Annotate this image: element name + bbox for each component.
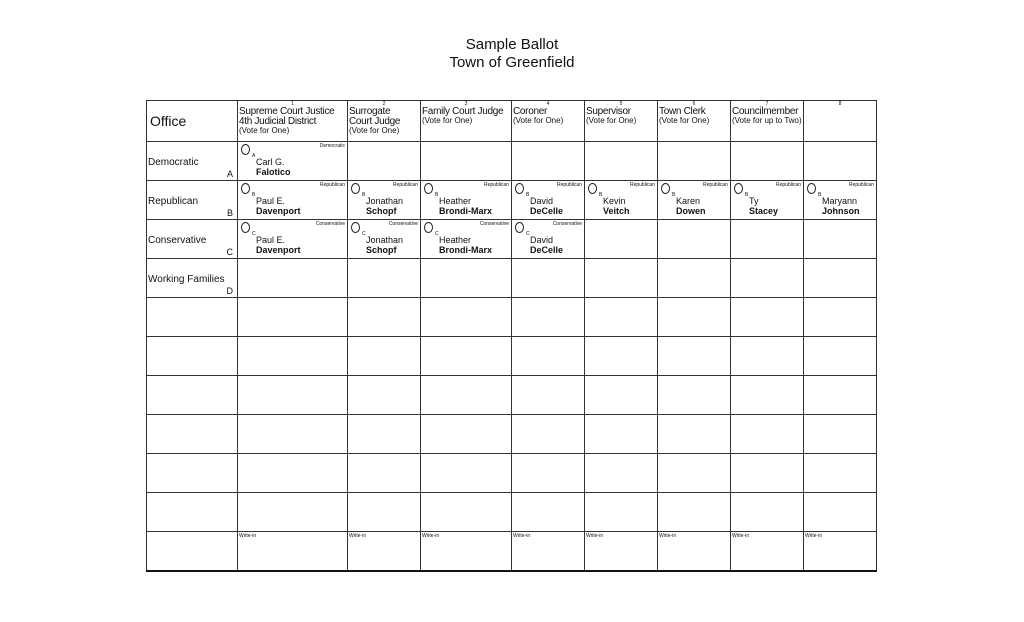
office-header-cell bbox=[147, 101, 238, 142]
candidate-name bbox=[822, 196, 860, 216]
write-in-label: Write-in bbox=[659, 533, 677, 539]
empty-cell bbox=[585, 259, 658, 298]
party-row bbox=[147, 181, 877, 220]
party-tag: Conservative bbox=[479, 221, 509, 227]
empty-cell bbox=[147, 337, 238, 376]
column-number: 3 bbox=[464, 101, 468, 107]
ballot-subtitle: Town of Greenfield bbox=[449, 54, 575, 71]
candidate-cell bbox=[238, 181, 348, 220]
empty-cell bbox=[238, 415, 348, 454]
vote-oval[interactable] bbox=[351, 183, 360, 194]
oval-letter: C bbox=[362, 231, 366, 237]
party-tag: Republican bbox=[392, 182, 418, 188]
vote-oval[interactable] bbox=[351, 222, 360, 233]
vote-oval[interactable] bbox=[588, 183, 597, 194]
office-column-header bbox=[731, 101, 804, 142]
empty-row bbox=[147, 337, 877, 376]
empty-cell bbox=[238, 298, 348, 337]
empty-row bbox=[147, 298, 877, 337]
candidate-name bbox=[366, 235, 403, 255]
office-title-line2: Court Judge bbox=[349, 116, 401, 127]
empty-cell bbox=[658, 376, 731, 415]
write-in-cell[interactable] bbox=[348, 532, 421, 571]
oval-letter: B bbox=[435, 192, 439, 198]
candidate-last-name: Davenport bbox=[256, 245, 301, 255]
candidate-cell bbox=[731, 181, 804, 220]
empty-row bbox=[147, 376, 877, 415]
vote-instruction: (Vote for One) bbox=[586, 116, 637, 125]
candidate-name bbox=[749, 196, 778, 216]
empty-cell bbox=[348, 259, 421, 298]
empty-cell bbox=[348, 415, 421, 454]
column-number: 8 bbox=[838, 101, 842, 107]
ballot-title-block bbox=[0, 36, 1024, 72]
office-column-header bbox=[658, 101, 731, 142]
vote-instruction: (Vote for One) bbox=[513, 116, 564, 125]
party-row-letter: B bbox=[226, 208, 233, 218]
candidate-last-name: Brondi-Marx bbox=[439, 245, 493, 255]
empty-cell bbox=[348, 298, 421, 337]
empty-cell bbox=[731, 142, 804, 181]
empty-cell bbox=[731, 337, 804, 376]
candidate-first-name: Maryann bbox=[822, 196, 858, 206]
vote-oval[interactable] bbox=[807, 183, 816, 194]
empty-cell bbox=[731, 298, 804, 337]
empty-cell bbox=[147, 454, 238, 493]
party-row bbox=[147, 220, 877, 259]
empty-cell bbox=[512, 337, 585, 376]
empty-cell bbox=[731, 220, 804, 259]
party-row bbox=[147, 142, 877, 181]
party-cell bbox=[147, 181, 238, 220]
empty-cell bbox=[585, 220, 658, 259]
empty-cell bbox=[658, 493, 731, 532]
vote-oval[interactable] bbox=[241, 144, 250, 155]
empty-row bbox=[147, 454, 877, 493]
empty-cell bbox=[238, 376, 348, 415]
candidate-first-name: Heather bbox=[439, 196, 472, 206]
empty-cell bbox=[238, 454, 348, 493]
party-tag: Conservative bbox=[388, 221, 418, 227]
empty-row bbox=[147, 415, 877, 454]
column-number: 1 bbox=[291, 101, 294, 107]
empty-cell bbox=[731, 454, 804, 493]
candidate-cell bbox=[238, 220, 348, 259]
column-number: 7 bbox=[765, 101, 769, 107]
oval-letter: B bbox=[599, 192, 603, 198]
candidate-last-name: Schopf bbox=[366, 206, 397, 216]
empty-cell bbox=[421, 415, 512, 454]
empty-cell bbox=[804, 220, 877, 259]
write-in-label: Write-in bbox=[422, 533, 440, 539]
party-name: Democratic bbox=[148, 157, 199, 168]
empty-cell bbox=[585, 337, 658, 376]
office-title-line2: 4th Judicial District bbox=[239, 116, 317, 127]
empty-cell bbox=[804, 415, 877, 454]
candidate-last-name: Dowen bbox=[676, 206, 706, 216]
empty-cell bbox=[421, 298, 512, 337]
empty-cell bbox=[147, 415, 238, 454]
empty-cell bbox=[585, 142, 658, 181]
vote-oval[interactable] bbox=[424, 222, 433, 233]
party-tag: Republican bbox=[775, 182, 801, 188]
empty-cell bbox=[421, 142, 512, 181]
write-in-label: Write-in bbox=[586, 533, 604, 539]
candidate-first-name: Karen bbox=[676, 196, 701, 206]
candidate-name bbox=[366, 196, 403, 216]
party-tag: Republican bbox=[483, 182, 509, 188]
empty-cell bbox=[421, 454, 512, 493]
candidate-first-name: Paul E. bbox=[256, 235, 286, 245]
candidate-cell bbox=[658, 181, 731, 220]
write-in-cell[interactable] bbox=[731, 532, 804, 571]
write-in-label: Write-in bbox=[513, 533, 531, 539]
header-row bbox=[147, 101, 877, 142]
candidate-first-name: Carl G. bbox=[256, 157, 285, 167]
candidate-cell bbox=[585, 181, 658, 220]
office-title: Surrogate bbox=[349, 106, 391, 117]
candidate-last-name: Brondi-Marx bbox=[439, 206, 493, 216]
party-cell bbox=[147, 259, 238, 298]
empty-cell bbox=[585, 415, 658, 454]
oval-letter: B bbox=[672, 192, 676, 198]
write-in-cell[interactable] bbox=[238, 532, 348, 571]
empty-cell bbox=[804, 142, 877, 181]
empty-cell bbox=[658, 142, 731, 181]
empty-cell bbox=[238, 493, 348, 532]
party-name: Working Families bbox=[148, 274, 225, 285]
vote-instruction: (Vote for One) bbox=[349, 126, 400, 135]
party-row-letter: A bbox=[226, 169, 233, 179]
write-in-cell[interactable] bbox=[421, 532, 512, 571]
ballot-grid bbox=[146, 100, 877, 572]
party-tag: Republican bbox=[629, 182, 655, 188]
candidate-last-name: Falotico bbox=[256, 167, 291, 177]
party-name: Republican bbox=[148, 196, 199, 207]
empty-cell bbox=[238, 259, 348, 298]
vote-oval[interactable] bbox=[515, 183, 524, 194]
candidate-first-name: David bbox=[530, 196, 554, 206]
candidate-cell bbox=[348, 220, 421, 259]
empty-cell bbox=[421, 376, 512, 415]
vote-oval[interactable] bbox=[661, 183, 670, 194]
empty-cell bbox=[585, 454, 658, 493]
empty-cell bbox=[512, 454, 585, 493]
empty-cell bbox=[147, 376, 238, 415]
party-tag: Republican bbox=[702, 182, 728, 188]
office-column-header bbox=[238, 101, 348, 142]
empty-cell bbox=[804, 298, 877, 337]
oval-letter: C bbox=[252, 231, 256, 237]
candidate-name bbox=[256, 235, 301, 255]
candidate-last-name: DeCelle bbox=[530, 206, 564, 216]
empty-cell bbox=[348, 142, 421, 181]
party-row bbox=[147, 259, 877, 298]
write-in-cell[interactable] bbox=[585, 532, 658, 571]
vote-instruction: (Vote for One) bbox=[239, 126, 290, 135]
office-title: Family Court Judge bbox=[422, 106, 504, 117]
candidate-first-name: Jonathan bbox=[366, 196, 404, 206]
empty-cell bbox=[348, 493, 421, 532]
oval-letter: B bbox=[252, 192, 256, 198]
candidate-name bbox=[439, 196, 492, 216]
write-in-cell[interactable] bbox=[512, 532, 585, 571]
empty-cell bbox=[421, 337, 512, 376]
office-column-header bbox=[512, 101, 585, 142]
empty-cell bbox=[147, 298, 238, 337]
candidate-last-name: Stacey bbox=[749, 206, 779, 216]
empty-cell bbox=[238, 337, 348, 376]
office-column-header bbox=[421, 101, 512, 142]
candidate-cell bbox=[238, 142, 348, 181]
candidate-cell bbox=[421, 220, 512, 259]
empty-cell bbox=[512, 493, 585, 532]
party-cell bbox=[147, 142, 238, 181]
candidate-first-name: Paul E. bbox=[256, 196, 286, 206]
office-header: Office bbox=[150, 113, 187, 129]
ballot-title: Sample Ballot bbox=[465, 36, 559, 53]
candidate-name bbox=[439, 235, 492, 255]
empty-cell bbox=[658, 259, 731, 298]
write-in-label: Write-in bbox=[805, 533, 823, 539]
party-tag: Republican bbox=[319, 182, 345, 188]
candidate-name bbox=[676, 196, 706, 216]
empty-cell bbox=[804, 337, 877, 376]
column-number: 6 bbox=[692, 101, 696, 107]
vote-instruction: (Vote for One) bbox=[659, 116, 710, 125]
empty-cell bbox=[658, 454, 731, 493]
vote-oval[interactable] bbox=[734, 183, 743, 194]
empty-cell bbox=[512, 259, 585, 298]
vote-oval[interactable] bbox=[515, 222, 524, 233]
party-tag: Conservative bbox=[552, 221, 582, 227]
oval-letter: C bbox=[526, 231, 530, 237]
candidate-first-name: Heather bbox=[439, 235, 472, 245]
empty-cell bbox=[348, 376, 421, 415]
candidate-first-name: Kevin bbox=[603, 196, 626, 206]
party-tag: Conservative bbox=[315, 221, 345, 227]
vote-oval[interactable] bbox=[241, 183, 250, 194]
candidate-name bbox=[530, 196, 563, 216]
candidate-name bbox=[256, 196, 301, 216]
candidate-cell bbox=[512, 220, 585, 259]
oval-letter: B bbox=[362, 192, 366, 198]
empty-row bbox=[147, 493, 877, 532]
empty-cell bbox=[731, 493, 804, 532]
column-number: 2 bbox=[382, 101, 386, 107]
empty-cell bbox=[147, 493, 238, 532]
empty-cell bbox=[804, 376, 877, 415]
empty-cell bbox=[512, 298, 585, 337]
write-in-label: Write-in bbox=[732, 533, 750, 539]
empty-cell bbox=[585, 493, 658, 532]
oval-letter: B bbox=[745, 192, 749, 198]
candidate-name bbox=[530, 235, 563, 255]
oval-letter: A bbox=[252, 153, 256, 159]
empty-cell bbox=[731, 376, 804, 415]
party-row-letter: C bbox=[226, 247, 233, 257]
office-title: Town Clerk bbox=[659, 106, 706, 117]
empty-cell bbox=[585, 298, 658, 337]
candidate-cell bbox=[512, 181, 585, 220]
write-in-label: Write-in bbox=[349, 533, 367, 539]
party-row-letter: D bbox=[226, 286, 233, 296]
column-number: 5 bbox=[619, 101, 623, 107]
candidate-first-name: David bbox=[530, 235, 554, 245]
candidate-last-name: Schopf bbox=[366, 245, 397, 255]
write-in-cell[interactable] bbox=[658, 532, 731, 571]
candidate-name bbox=[256, 157, 291, 177]
candidate-name bbox=[603, 196, 630, 216]
vote-oval[interactable] bbox=[424, 183, 433, 194]
party-tag: Republican bbox=[848, 182, 874, 188]
office-title: Councilmember bbox=[732, 106, 799, 117]
empty-cell bbox=[512, 376, 585, 415]
office-title: Supreme Court Justice bbox=[239, 106, 335, 117]
empty-cell bbox=[348, 337, 421, 376]
empty-cell bbox=[348, 454, 421, 493]
empty-cell bbox=[731, 259, 804, 298]
party-tag: Democratic bbox=[319, 143, 345, 149]
column-number: 4 bbox=[546, 101, 550, 107]
empty-cell bbox=[512, 415, 585, 454]
party-cell bbox=[147, 220, 238, 259]
empty-cell bbox=[804, 259, 877, 298]
candidate-first-name: Jonathan bbox=[366, 235, 404, 245]
office-column-header bbox=[585, 101, 658, 142]
empty-cell bbox=[421, 493, 512, 532]
office-title: Supervisor bbox=[586, 106, 631, 117]
oval-letter: B bbox=[818, 192, 822, 198]
office-column-header bbox=[804, 101, 877, 142]
candidate-last-name: Johnson bbox=[822, 206, 860, 216]
empty-cell bbox=[658, 220, 731, 259]
vote-instruction: (Vote for up to Two) bbox=[732, 116, 802, 125]
oval-letter: B bbox=[526, 192, 530, 198]
candidate-last-name: Veitch bbox=[603, 206, 630, 216]
candidate-last-name: Davenport bbox=[256, 206, 301, 216]
candidate-cell bbox=[348, 181, 421, 220]
write-in-cell[interactable] bbox=[804, 532, 877, 571]
empty-cell bbox=[512, 142, 585, 181]
vote-instruction: (Vote for One) bbox=[422, 116, 473, 125]
oval-letter: C bbox=[435, 231, 439, 237]
party-tag: Republican bbox=[556, 182, 582, 188]
write-in-label: Write-in bbox=[239, 533, 257, 539]
empty-cell bbox=[658, 415, 731, 454]
candidate-first-name: Ty bbox=[749, 196, 759, 206]
empty-cell bbox=[804, 493, 877, 532]
office-title: Coroner bbox=[513, 106, 548, 117]
candidate-cell bbox=[804, 181, 877, 220]
write-in-row bbox=[147, 532, 877, 571]
empty-cell bbox=[658, 298, 731, 337]
vote-oval[interactable] bbox=[241, 222, 250, 233]
candidate-last-name: DeCelle bbox=[530, 245, 564, 255]
empty-cell bbox=[585, 376, 658, 415]
empty-cell bbox=[804, 454, 877, 493]
party-name: Conservative bbox=[148, 235, 207, 246]
empty-cell bbox=[147, 532, 238, 571]
empty-cell bbox=[421, 259, 512, 298]
empty-cell bbox=[731, 415, 804, 454]
empty-cell bbox=[658, 337, 731, 376]
candidate-cell bbox=[421, 181, 512, 220]
office-column-header bbox=[348, 101, 421, 142]
